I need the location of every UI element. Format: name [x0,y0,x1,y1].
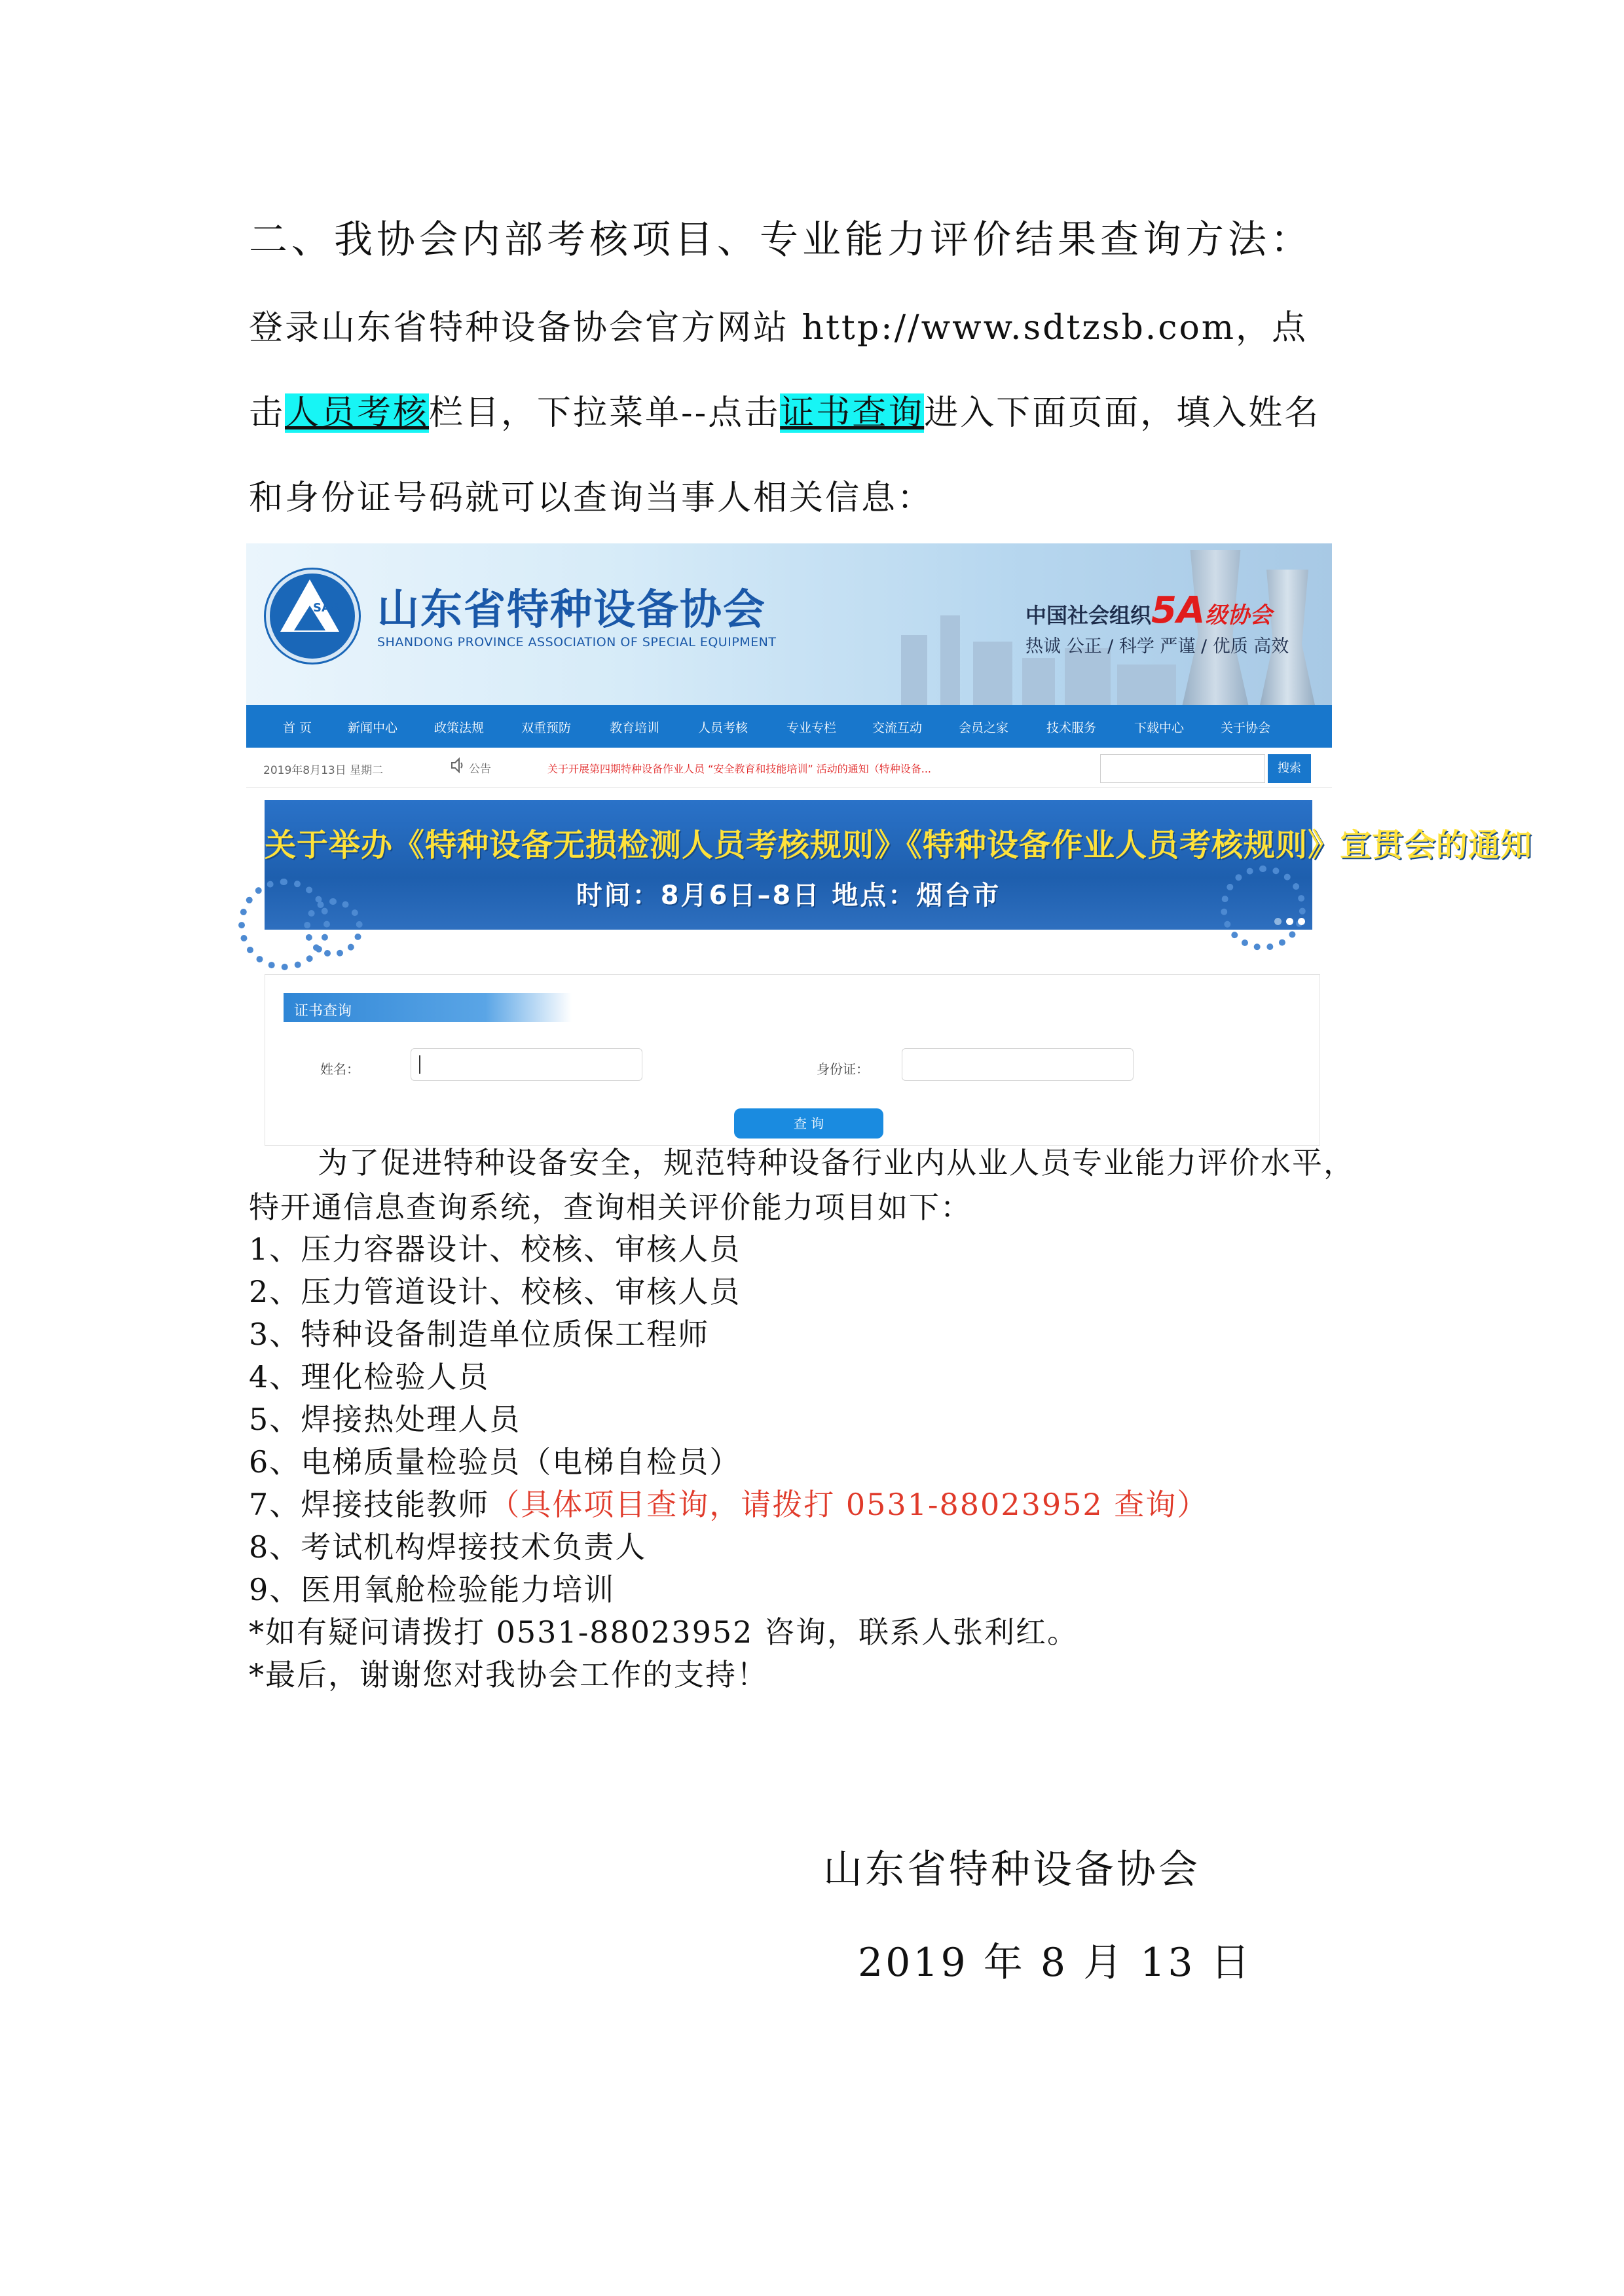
website-screenshot [246,543,1533,1133]
promo-subtitle: 时间：8月6日–8日 地点：烟台市 [576,881,1001,911]
site-banner [246,543,1332,705]
list-item: 3、特种设备制造单位质保工程师 [249,1317,710,1352]
signature-date: 2019 年 8 月 13 日 [858,1940,1253,1986]
site-search-input[interactable] [1100,754,1265,783]
link-personnel-exam[interactable]: 人员考核 [285,393,430,433]
body-line-2: 特开通信息查询系统，查询相关评价能力项目如下： [249,1190,972,1225]
nav-item-personnel-exam[interactable]: 人员考核 [698,721,748,735]
nav-item-members[interactable]: 会员之家 [959,721,1009,735]
closing-note: *最后，谢谢您对我协会工作的支持！ [249,1657,768,1692]
skyline-building [1022,658,1055,705]
carousel-dot[interactable] [1274,918,1282,925]
id-number-label: 身份证： [817,1061,869,1077]
nav-item-exchange[interactable]: 交流互动 [872,721,923,735]
carousel-dot[interactable] [1298,918,1305,925]
text-caret [419,1055,420,1074]
contact-note: （具体项目查询，请拨打 0531-88023952 查询） [489,1487,1209,1522]
skyline-building [901,635,927,705]
intro-line-2-suffix: 进入下面页面，填入姓名 [924,393,1321,433]
list-item-text: 7、焊接技能教师 [249,1487,490,1522]
org-grade-badge [1025,589,1272,632]
nav-item-policy[interactable]: 政策法规 [434,721,485,735]
intro-line-2 [249,385,1320,434]
org-label: 中国社会组织 [1025,603,1152,628]
carousel-dot-active[interactable] [1286,918,1293,925]
signature-organization: 山东省特种设备协会 [823,1847,1200,1893]
list-item [249,1481,1208,1524]
info-bar [246,748,1332,788]
list-item: 8、考试机构焊接技术负责人 [249,1529,647,1565]
link-certificate-query[interactable]: 证书查询 [780,393,925,433]
list-item: 5、焊接热处理人员 [249,1402,521,1437]
speaker-icon [451,757,464,774]
intro-line-1: 登录山东省特种设备协会官方网站 http://www.sdtzsb.com，点 [249,308,1308,348]
promo-banner[interactable] [265,800,1533,930]
site-subtitle: SHANDONG PROVINCE ASSOCIATION OF SPECIAL EQUIPMENT [377,635,777,649]
org-grade: 5A [1151,589,1206,632]
search-button[interactable]: 搜索 [1268,754,1311,783]
inquiry-note: *如有疑问请拨打 0531-88023952 咨询，联系人张利红。 [249,1614,1079,1650]
skyline-building [1117,665,1176,705]
current-date: 2019年8月13日 星期二 [263,764,384,777]
list-item: 1、压力容器设计、校核、审核人员 [249,1231,741,1267]
id-number-input[interactable] [902,1048,1134,1081]
list-item: 9、医用氧舱检验能力培训 [249,1572,616,1607]
nav-item-prevention[interactable]: 双重预防 [521,721,572,735]
list-item: 6、电梯质量检验员（电梯自检员） [249,1444,741,1480]
certificate-query-panel [265,974,1320,1146]
nav-item-news[interactable]: 新闻中心 [348,721,398,735]
body-line-1: 为了促进特种设备安全，规范特种设备行业内从业人员专业能力评价水平， [318,1145,1355,1180]
intro-line-3: 和身份证号码就可以查询当事人相关信息： [249,479,934,518]
section-heading: 二、我协会内部考核项目、专业能力评价结果查询方法： [249,217,1314,262]
site-title: 山东省特种设备协会 [377,586,766,634]
skyline-building [973,642,1012,705]
name-input[interactable] [411,1048,642,1081]
logo-lettering: SASE [313,601,348,615]
nav-item-about[interactable]: 关于协会 [1221,721,1271,735]
intro-line-2-middle: 栏目，下拉菜单--点击 [429,393,781,433]
notice-ticker-link[interactable]: 关于开展第四期特种设备作业人员 “安全教育和技能培训” 活动的通知（特种设备... [547,763,932,775]
nav-item-tech-service[interactable]: 技术服务 [1046,721,1097,735]
skyline-building [940,615,960,705]
site-slogan: 热诚 公正 / 科学 严谨 / 优质 高效 [1025,636,1289,657]
intro-line-2-prefix: 击 [249,393,286,433]
nav-item-downloads[interactable]: 下载中心 [1134,721,1185,735]
list-item: 2、压力管道设计、校核、审核人员 [249,1274,741,1309]
query-tab [284,993,572,1022]
list-item: 4、理化检验人员 [249,1359,490,1394]
query-button[interactable]: 查 询 [734,1108,883,1139]
nav-item-home[interactable]: 首 页 [283,721,312,735]
name-label: 姓名： [320,1061,360,1077]
nav-item-columns[interactable]: 专业专栏 [786,721,837,735]
promo-title: 关于举办《特种设备无损检测人员考核规则》《特种设备作业人员考核规则》宣贯会的通知 [265,827,1533,864]
nav-item-training[interactable]: 教育培训 [610,721,660,735]
main-nav [246,705,1332,748]
query-tab-label: 证书查询 [294,1003,352,1019]
org-grade-suffix: 级协会 [1205,602,1272,629]
notice-label: 公告 [469,763,491,776]
